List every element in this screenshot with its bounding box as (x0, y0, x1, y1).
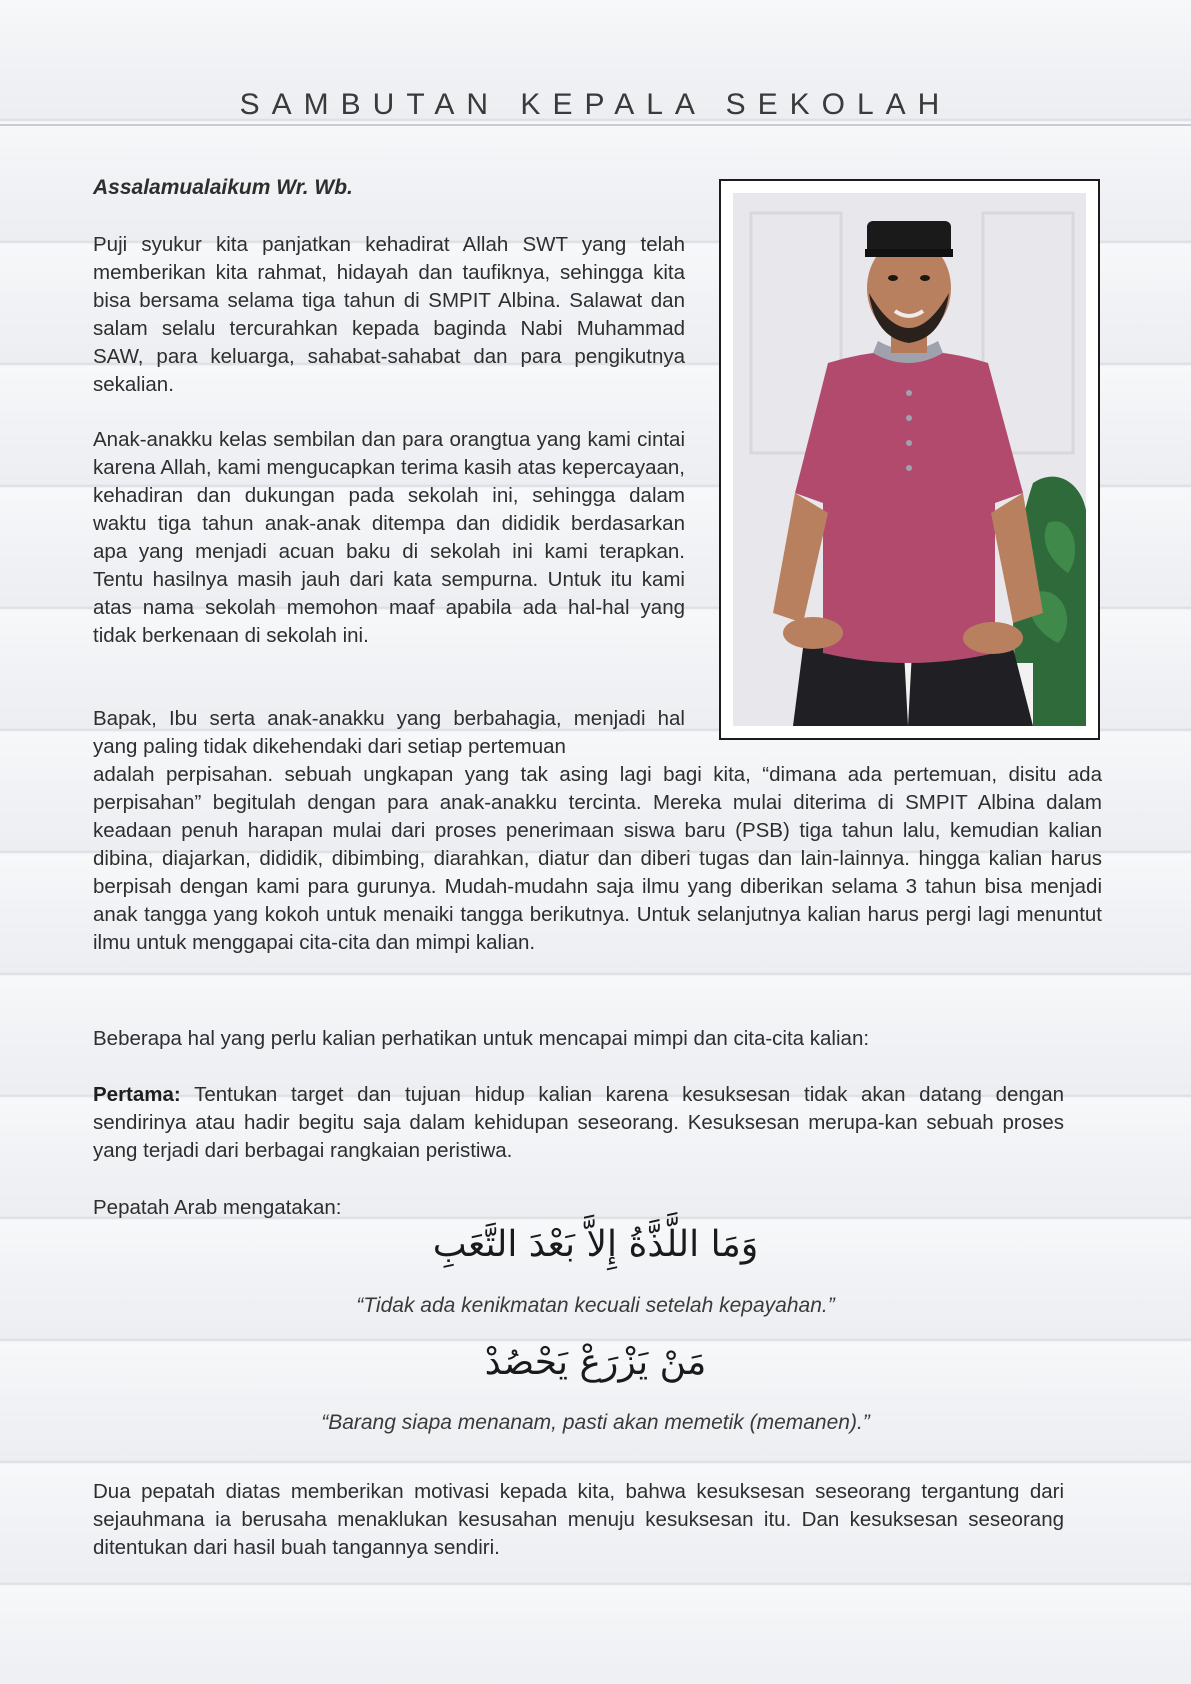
greeting: Assalamualaikum Wr. Wb. (93, 176, 353, 199)
paragraph-3-continued: adalah perpisahan. sebuah ungkapan yang tak asing lagi bagi kita, “dimana ada pertemuan, disitu ada perpisahan” begitulah dengan para anak-anakku tercinta. Mereka mulai diterima di SMPIT Albina dalam keadaan penuh harapan mulai dari proses penerimaan siswa baru (PSB) tiga tahun lalu, kemudian kalian dibina, diajarkan, dididik, dibimbing, diarahkan, diatur dan diberi tugas dan lain-lainnya. hingga kalian harus berpisah dengan kami para gurunya. Mudah-mudahn saja ilmu yang diberikan selama 3 tahun bisa menjadi anak tangga yang kokoh untuk menaiki tangga berikutnya. Untuk selanjutnya kalian harus pergi lagi menuntut ilmu untuk menggapai cita-cita dan mimpi kalian. (93, 763, 1102, 954)
cap-icon (865, 221, 953, 257)
pertama-label: Pertama: (93, 1083, 181, 1106)
principal-photo-frame (719, 179, 1100, 740)
proverb-2-translation: “Barang siapa menanam, pasti akan memetik (memanen).” (321, 1411, 870, 1434)
arabic-proverb-2: مَنْ يَزْرَعْ يَحْصُدْ (484, 1342, 707, 1383)
paragraph-5 (93, 1081, 1064, 1165)
paragraph-2: Anak-anakku kelas sembilan dan para orangtua yang kami cintai karena Allah, kami mengucapkan terima kasih atas kepercayaan, kehadiran dan dukungan pada sekolah ini, sehingga dalam waktu tiga tahun anak-anak ditempa dan dididik berdasarkan apa yang menjadi acuan baku di sekolah ini kami terapkan. Tentu hasilnya masih jauh dari kata sempurna. Untuk itu kami atas nama sekolah memohon maaf apabila ada hal-hal yang tidak berkenaan di sekolah ini. (93, 428, 685, 647)
paragraph-7: Dua pepatah diatas memberikan motivasi kepada kita, bahwa kesuksesan seseorang tergantung dari sejauhmana ia berusaha menaklukan kesusahan menuju kesuksesan itu. Dan kesuksesan seseorang ditentukan dari hasil buah tangannya sendiri. (93, 1480, 1064, 1559)
page-title: SAMBUTAN KEPALA SEKOLAH (239, 88, 952, 121)
paragraph-6: Pepatah Arab mengatakan: (93, 1196, 342, 1219)
paragraph-4: Beberapa hal yang perlu kalian perhatikan untuk mencapai mimpi dan cita-cita kalian: (93, 1027, 870, 1050)
paragraph-1: Puji syukur kita panjatkan kehadirat Allah SWT yang telah memberikan kita rahmat, hidayah dan taufiknya, sehingga kita bisa bersama selama tiga tahun di SMPIT Albina. Salawat dan salam selalu tercurahkan kepada baginda Nabi Muhammad SAW, para keluarga, sahabat-sahabat dan para pengikutnya sekalian. (93, 233, 685, 396)
pertama-text: Tentukan target dan tujuan hidup kalian karena kesuksesan tidak akan datang dengan sendirinya atau hadir begitu saja dalam kehidupan seseorang. Kesuksesan merupa-kan sebuah proses yang terjadi dari berbagai rangkaian peristiwa. (93, 1083, 1064, 1162)
title-divider (0, 124, 1191, 126)
principal-photo (733, 193, 1086, 726)
paragraph-3-start: Bapak, Ibu serta anak-anakku yang berbahagia, menjadi hal yang paling tidak dikehendaki dari setiap pertemuan (93, 707, 685, 758)
arabic-proverb-1: وَمَا اللَّذَّةُ إِلاَّ بَعْدَ التَّعَبِ (432, 1224, 759, 1265)
principal-illustration (733, 193, 1086, 726)
proverb-1-translation: “Tidak ada kenikmatan kecuali setelah kepayahan.” (356, 1294, 835, 1317)
